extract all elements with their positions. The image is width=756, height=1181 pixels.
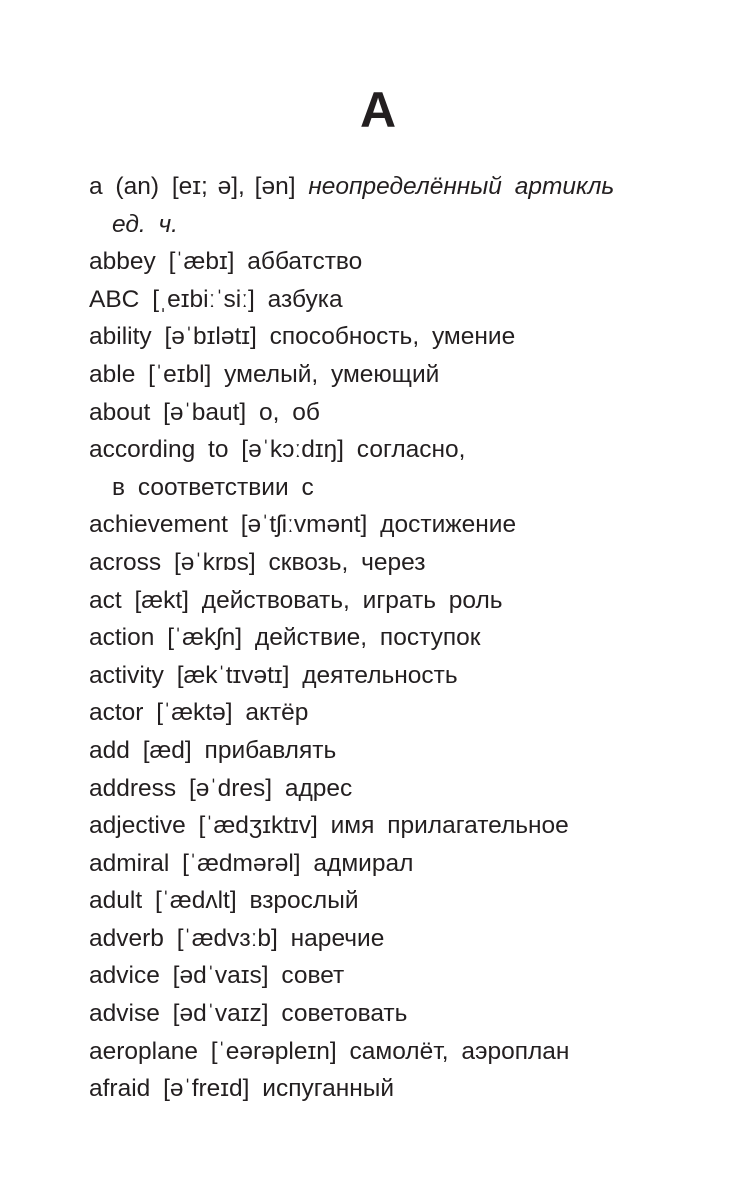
entry-according-to [89,431,689,469]
definition: адрес [284,774,353,802]
entry-ability [89,318,689,356]
headword: according to [89,436,229,464]
headword: advice [89,962,160,990]
headword: aeroplane [89,1037,198,1065]
headword: able [89,360,136,388]
transcription: [əˈbɪlətɪ] [164,323,257,351]
entry-adult [89,882,689,920]
transcription: [ˈækʃn] [167,624,243,652]
transcription: [ˈeɪbl] [148,360,212,388]
definition: деятельность [302,661,458,689]
transcription: [əˈkrɒs] [173,548,256,576]
transcription: [ˈædʌlt] [154,887,237,915]
entry-achievement [89,506,689,544]
definition: взрослый [249,887,359,915]
headword: about [89,398,151,426]
definition: актёр [245,699,309,727]
entry-adverb [89,920,689,958]
entry-address [89,770,689,808]
definition: умелый, умеющий [224,360,440,388]
definition: неопределённый артикль [308,173,615,200]
definition: имя прилагательное [330,812,569,840]
headword: action [89,624,155,652]
headword: afraid [89,1075,151,1103]
entry-a [89,168,689,206]
entry-actor [89,694,689,732]
entry-afraid [89,1070,689,1108]
transcription: [ˈæktə] [156,699,233,727]
headword: a (an) [89,173,160,200]
headword: adult [89,887,143,915]
transcription: [əˈdres] [188,774,273,802]
transcription: [əˈtʃiːvmənt] [240,511,368,539]
entry-admiral [89,845,689,883]
definition: адмирал [313,849,414,877]
definition: действие, поступок [254,624,481,652]
entry-adjective [89,807,689,845]
section-letter: A [359,82,397,138]
entry-add [89,732,689,770]
entry-activity [89,657,689,695]
definition: наречие [290,924,385,952]
transcription: [ədˈvaɪz] [172,1000,269,1028]
definition-continuation: в соответствии с [112,473,314,501]
transcription: [ˈæbɪ] [168,248,235,276]
entry-abc [89,281,689,319]
entry-advice [89,957,689,995]
headword: act [89,586,122,614]
definition-continuation: ед. ч. [112,210,178,238]
headword: activity [89,661,164,689]
definition: сквозь, через [268,548,426,576]
transcription: [ˈeərəpleɪn] [210,1037,337,1065]
definition: прибавлять [204,736,337,764]
definition: самолёт, аэроплан [349,1037,570,1065]
headword: across [89,548,162,576]
entry-list [89,168,689,1108]
entry-abbey [89,243,689,281]
entry-act [89,582,689,620]
transcription: [əˈkɔːdɪŋ] [241,436,344,464]
definition: советовать [281,1000,408,1028]
definition: способность, умение [269,323,516,351]
headword: advise [89,1000,160,1028]
entry-aeroplane [89,1033,689,1071]
headword: ABC [89,285,140,313]
transcription: [ədˈvaɪs] [172,962,269,990]
entry-about [89,394,689,432]
definition: действовать, играть роль [201,586,503,614]
headword: address [89,774,177,802]
definition: азбука [267,285,343,313]
transcription: [eɪ; ə], [ən] [171,173,296,200]
headword: abbey [89,248,156,276]
definition: достижение [380,511,517,539]
headword: actor [89,699,144,727]
entry-advise [89,995,689,1033]
transcription: [ˈædmərəl] [182,849,301,877]
definition: согласно, [356,436,466,464]
transcription: [əˈbaut] [163,398,247,426]
headword: ability [89,323,152,351]
transcription: [ækt] [134,586,189,614]
definition: совет [281,962,345,990]
transcription: [ˈædʒɪktɪv] [198,812,318,840]
transcription: [ˈædvɜːb] [176,924,278,952]
headword: adverb [89,924,164,952]
definition: о, об [259,398,320,426]
transcription: [ˌeɪbiːˈsiː] [152,285,255,313]
transcription: [æd] [142,736,192,764]
transcription: [əˈfreɪd] [163,1075,250,1103]
definition: аббатство [247,248,363,276]
entry-able [89,356,689,394]
headword: admiral [89,849,170,877]
entry-action [89,619,689,657]
transcription: [ækˈtɪvətɪ] [176,661,290,689]
entry-across [89,544,689,582]
headword: achievement [89,511,228,539]
headword: adjective [89,812,186,840]
headword: add [89,736,130,764]
definition: испуганный [262,1075,395,1103]
